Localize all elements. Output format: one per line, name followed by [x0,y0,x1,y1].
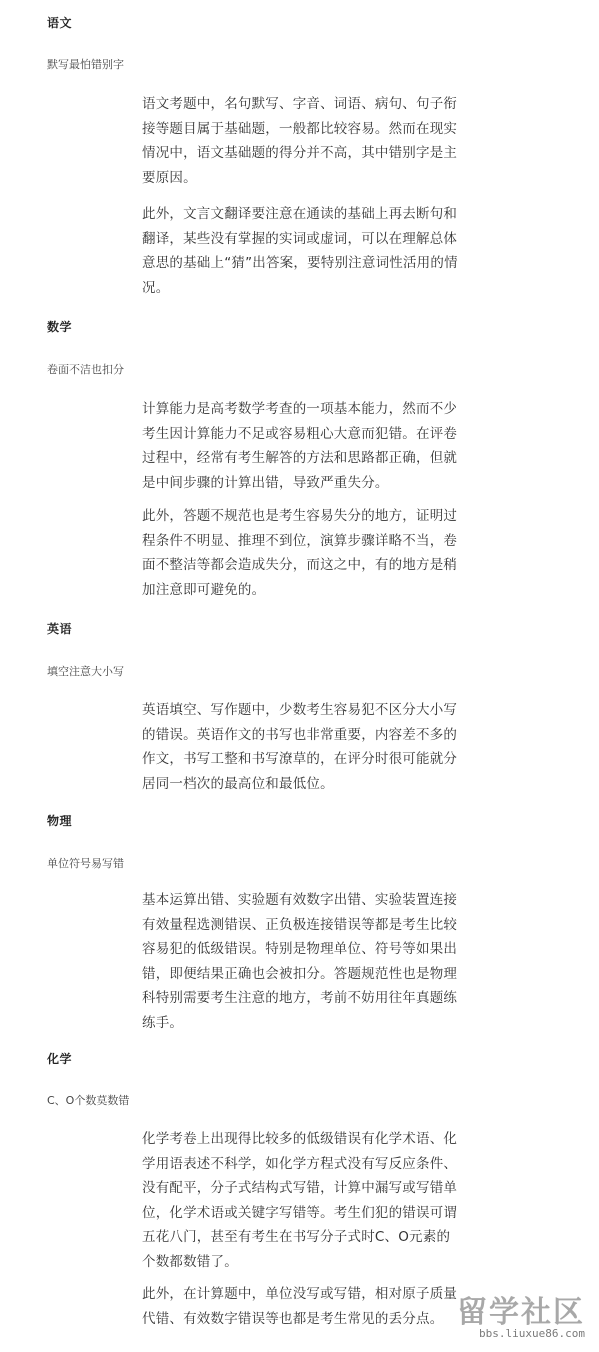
section-heading: 语文 [47,16,73,30]
paragraph: 此外，在计算题中，单位没写或写错，相对原子质量代错、有效数字错误等也都是考生常见的丢分点。 [142,1286,458,1327]
section-subtitle: 卷面不洁也扣分 [47,363,124,376]
paragraph: 此外，答题不规范也是考生容易失分的地方，证明过程条件不明显、推理不到位，演算步骤详略不当，卷面不整洁等都会造成失分，而这之中，有的地方是稍加注意即可避免的。 [142,508,458,598]
paragraph: 此外，文言文翻译要注意在通读的基础上再去断句和翻译，某些没有掌握的实词或虚词，可以在理解总体意思的基础上“猜”出答案，要特别注意词性活用的情况。 [142,206,458,296]
watermark-logo: 留学社区 [457,1295,585,1330]
section-subtitle: 默写最怕错别字 [47,58,124,71]
section-heading: 物理 [47,814,73,828]
section-subtitle: 单位符号易写错 [47,857,124,870]
section-heading: 化学 [47,1052,73,1066]
paragraph: 英语填空、写作题中，少数考生容易犯不区分大小写的错误。英语作文的书写也非常重要，内容差不多的作文，书写工整和书写潦草的，在评分时很可能就分居同一档次的最高位和最低位。 [142,702,458,792]
paragraph: 基本运算出错、实验题有效数字出错、实验装置连接有效量程选测错误、正负极连接错误等都是考生比较容易犯的低级错误。特别是物理单位、符号等如果出错，即便结果正确也会被扣分。答题规范性也是物理科特别需要考生注意的地方，考前不妨用往年真题练练手。 [142,892,458,1031]
section-heading: 数学 [47,320,73,334]
paragraph: 化学考卷上出现得比较多的低级错误有化学术语、化学用语表述不科学，如化学方程式没有写反应条件、没有配平，分子式结构式写错，计算中漏写或写错单位，化学术语或关键字写错等。考生们犯的错误可谓五花八门，甚至有考生在书写分子式时C、O元素的个数都数错了。 [142,1131,458,1270]
watermark-url: bbs.liuxue86.com [479,1327,585,1340]
paragraph: 语文考题中，名句默写、字音、词语、病句、句子衔接等题目属于基础题，一般都比较容易。然而在现实情况中，语文基础题的得分并不高，其中错别字是主要原因。 [142,96,458,186]
section-heading: 英语 [47,622,73,636]
paragraph: 计算能力是高考数学考查的一项基本能力，然而不少考生因计算能力不足或容易粗心大意而犯错。在评卷过程中，经常有考生解答的方法和思路都正确，但就是中间步骤的计算出错，导致严重失分。 [142,401,458,491]
watermark [457,1287,585,1340]
section-subtitle: C、O个数莫数错 [47,1094,130,1107]
section-subtitle: 填空注意大小写 [47,665,124,678]
